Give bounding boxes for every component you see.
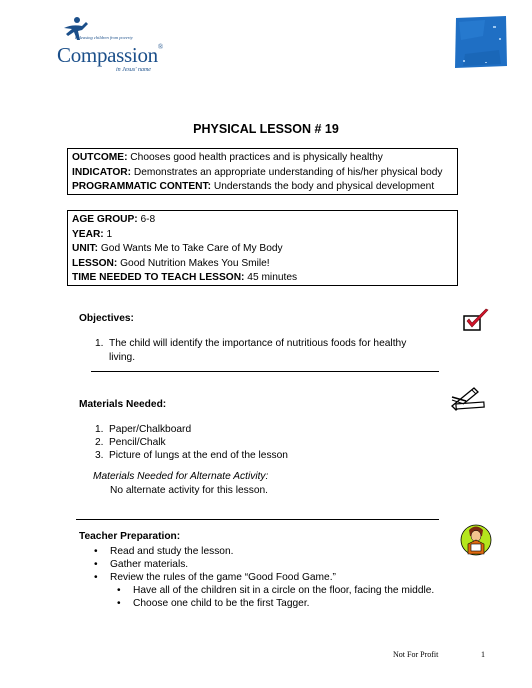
lesson-info-box [67,210,458,286]
year-row: YEAR: 1 [72,228,113,240]
time-row: TIME NEEDED TO TEACH LESSON: 45 minutes [72,272,298,284]
bullet-text: Read and study the lesson. [110,546,234,557]
page-title: PHYSICAL LESSON # 19 [193,122,339,136]
objective-number: 1. [95,338,104,349]
teacher-reading-icon [460,522,492,558]
material-text: Paper/Chalkboard [109,424,192,435]
programmatic-row: PROGRAMMATIC CONTENT: Understands the body and physical development [72,181,435,193]
bullet-text: Have all of the children sit in a circle on the floor, facing the middle. [133,585,435,596]
material-text: Picture of lungs at the end of the lesson [109,450,288,461]
logo-brand: Compassion® [57,43,163,67]
bullet-text: Gather materials. [110,559,189,570]
bullet-dot: • [117,598,121,609]
compassion-logo [52,16,182,73]
blue-brand-block [455,16,507,68]
pencil-ruler-icon [450,386,486,412]
logo-tagline: Releasing children from poverty [75,35,133,40]
bullet-text: Choose one child to be the first Tagger. [133,598,310,609]
objectives-divider [91,371,439,372]
materials-divider [76,519,439,520]
age-group-row: AGE GROUP: 6-8 [72,214,156,225]
material-text: Pencil/Chalk [109,437,166,448]
material-number: 3. [95,450,104,461]
bullet-dot: • [94,572,98,583]
materials-heading: Materials Needed: [79,399,167,410]
objective-text [109,337,406,364]
outcome-box [67,148,458,195]
unit-row: UNIT: God Wants Me to Take Care of My Body [72,243,283,255]
indicator-row: INDICATOR: Demonstrates an appropriate understanding of his/her physical body [72,166,443,178]
objectives-heading: Objectives: [79,313,134,324]
logo-subtitle: in Jesus' name [116,67,151,73]
lesson-row: LESSON: Good Nutrition Makes You Smile! [72,257,270,269]
alternate-materials-text: No alternate activity for this lesson. [110,485,268,496]
bullet-text: Review the rules of the game “Good Food Game.” [110,572,336,583]
material-number: 1. [95,424,104,435]
bullet-dot: • [117,585,121,596]
outcome-row: OUTCOME: Chooses good health practices and is physically healthy [72,152,383,163]
bullet-dot: • [94,546,98,557]
material-number: 2. [95,437,104,448]
objective-line-2: living. [109,351,136,363]
alternate-materials-heading: Materials Needed for Alternate Activity: [93,471,269,482]
objective-line-1: The child will identify the importance of nutritious foods for healthy [109,338,407,349]
page-number: 1 [481,650,485,659]
checkbox-check-icon [462,308,490,332]
footer-label: Not For Profit [393,650,439,659]
bullet-dot: • [94,559,98,570]
teacher-preparation-heading: Teacher Preparation: [79,531,181,542]
